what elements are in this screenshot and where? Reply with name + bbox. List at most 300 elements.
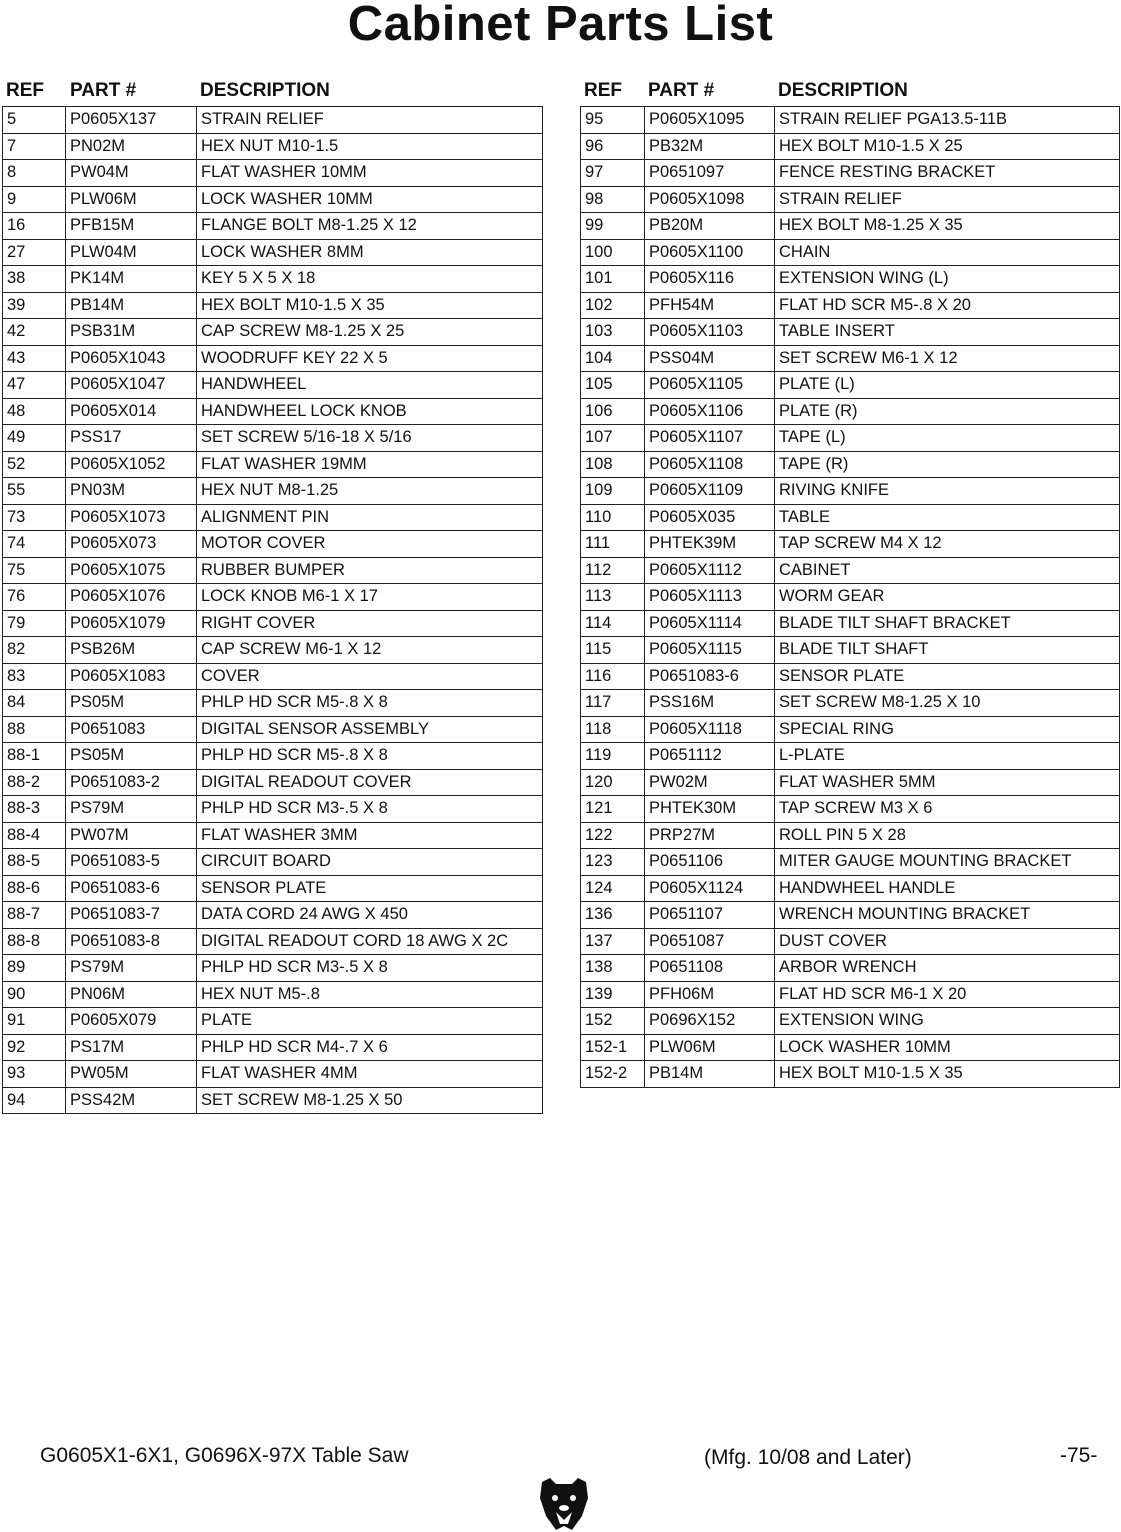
table-row bbox=[3, 690, 542, 717]
col-part-header: PART # bbox=[70, 80, 137, 101]
table-row bbox=[3, 717, 542, 744]
table-row bbox=[3, 266, 542, 293]
table-row bbox=[3, 1035, 542, 1062]
part-number-cell: PRP27M bbox=[645, 823, 775, 849]
description-cell: FLANGE BOLT M8-1.25 X 12 bbox=[201, 216, 417, 234]
part-number-cell: P0605X1073 bbox=[66, 505, 197, 531]
description-cell: HANDWHEEL bbox=[201, 375, 307, 393]
ref-cell: 88-2 bbox=[3, 770, 66, 796]
part-number-cell: PSS16M bbox=[645, 690, 775, 716]
description-cell: CAP SCREW M8-1.25 X 25 bbox=[201, 322, 405, 340]
ref-cell: 95 bbox=[581, 107, 645, 133]
ref-cell: 105 bbox=[581, 372, 645, 398]
ref-cell: 122 bbox=[581, 823, 645, 849]
description-cell: HEX NUT M10-1.5 bbox=[201, 136, 339, 155]
table-row bbox=[581, 849, 1119, 876]
part-number-cell: PW04M bbox=[66, 160, 197, 186]
footer-mfg: (Mfg. 10/08 and Later) bbox=[704, 1446, 912, 1469]
description-cell: TAP SCREW M3 X 6 bbox=[779, 799, 933, 817]
table-row bbox=[581, 134, 1119, 161]
part-number-cell: PFH06M bbox=[645, 982, 775, 1008]
ref-cell: 83 bbox=[3, 664, 66, 690]
ref-cell: 82 bbox=[3, 637, 66, 663]
table-row bbox=[581, 346, 1119, 373]
table-row bbox=[3, 160, 542, 187]
table-row bbox=[581, 796, 1119, 823]
ref-cell: 89 bbox=[3, 955, 66, 981]
ref-cell: 88-6 bbox=[3, 876, 66, 902]
part-number-cell: PB20M bbox=[645, 213, 775, 239]
ref-cell: 97 bbox=[581, 160, 645, 186]
ref-cell: 7 bbox=[3, 134, 66, 160]
ref-cell: 109 bbox=[581, 478, 645, 504]
ref-cell: 5 bbox=[3, 107, 66, 133]
ref-cell: 76 bbox=[3, 584, 66, 610]
part-number-cell: PB32M bbox=[645, 134, 775, 160]
part-number-cell: P0605X014 bbox=[66, 399, 197, 425]
part-number-cell: P0605X1095 bbox=[645, 107, 775, 133]
table-row bbox=[3, 240, 542, 267]
part-number-cell: PFH54M bbox=[645, 293, 775, 319]
table-row bbox=[3, 107, 542, 134]
description-cell: SET SCREW M6-1 X 12 bbox=[779, 348, 958, 367]
description-cell: KEY 5 X 5 X 18 bbox=[201, 269, 316, 287]
description-cell: SENSOR PLATE bbox=[779, 666, 905, 685]
part-number-cell: P0651083 bbox=[66, 717, 197, 743]
description-cell: ROLL PIN 5 X 28 bbox=[779, 825, 906, 844]
table-row bbox=[3, 399, 542, 426]
table-row bbox=[581, 213, 1119, 240]
ref-cell: 137 bbox=[581, 929, 645, 955]
description-cell: MITER GAUGE MOUNTING BRACKET bbox=[779, 852, 1072, 870]
part-number-cell: P0605X1079 bbox=[66, 611, 197, 637]
description-cell: PHLP HD SCR M4-.7 X 6 bbox=[201, 1037, 388, 1056]
ref-cell: 92 bbox=[3, 1035, 66, 1061]
part-number-cell: PN06M bbox=[66, 982, 197, 1008]
table-row bbox=[3, 134, 542, 161]
table-row bbox=[581, 187, 1119, 214]
table-row bbox=[581, 637, 1119, 664]
part-number-cell: P0605X137 bbox=[66, 107, 197, 133]
ref-cell: 38 bbox=[3, 266, 66, 292]
description-cell: DIGITAL SENSOR ASSEMBLY bbox=[201, 719, 430, 738]
description-cell: RIGHT COVER bbox=[201, 613, 316, 632]
description-cell: PHLP HD SCR M5-.8 X 8 bbox=[201, 693, 388, 711]
part-number-cell: P0605X1052 bbox=[66, 452, 197, 478]
ref-cell: 114 bbox=[581, 611, 645, 637]
part-number-cell: P0605X1109 bbox=[645, 478, 775, 504]
part-number-cell: PSB26M bbox=[66, 637, 197, 663]
table-row bbox=[581, 531, 1119, 558]
description-cell: BLADE TILT SHAFT BRACKET bbox=[779, 613, 1011, 632]
table-row bbox=[3, 1061, 542, 1088]
table-row bbox=[3, 319, 542, 346]
ref-cell: 8 bbox=[3, 160, 66, 186]
ref-cell: 74 bbox=[3, 531, 66, 557]
table-row bbox=[3, 1008, 542, 1035]
part-number-cell: P0605X116 bbox=[645, 266, 775, 292]
part-number-cell: P0605X1112 bbox=[645, 558, 775, 584]
ref-cell: 108 bbox=[581, 452, 645, 478]
table-row bbox=[3, 849, 542, 876]
description-cell: PHLP HD SCR M3-.5 X 8 bbox=[201, 958, 388, 976]
table-row bbox=[3, 743, 542, 770]
footer-model: G0605X1-6X1, G0696X-97X Table Saw bbox=[40, 1444, 409, 1467]
part-number-cell: P0651097 bbox=[645, 160, 775, 186]
part-number-cell: PS17M bbox=[66, 1035, 197, 1061]
part-number-cell: P0605X073 bbox=[66, 531, 197, 557]
part-number-cell: PB14M bbox=[645, 1061, 775, 1087]
table-row bbox=[3, 531, 542, 558]
description-cell: TAPE (R) bbox=[779, 454, 849, 473]
ref-cell: 88-1 bbox=[3, 743, 66, 769]
table-row bbox=[581, 982, 1119, 1009]
description-cell: HEX BOLT M10-1.5 X 35 bbox=[201, 295, 385, 314]
ref-cell: 84 bbox=[3, 690, 66, 716]
description-cell: WRENCH MOUNTING BRACKET bbox=[779, 905, 1031, 923]
part-number-cell: P0605X1115 bbox=[645, 637, 775, 663]
ref-cell: 43 bbox=[3, 346, 66, 372]
table-row bbox=[581, 505, 1119, 532]
ref-cell: 75 bbox=[3, 558, 66, 584]
description-cell: BLADE TILT SHAFT bbox=[779, 640, 929, 658]
part-number-cell: P0651083-7 bbox=[66, 902, 197, 928]
table-row bbox=[3, 637, 542, 664]
description-cell: PLATE bbox=[201, 1011, 253, 1029]
table-row bbox=[581, 876, 1119, 903]
ref-cell: 110 bbox=[581, 505, 645, 531]
table-row bbox=[581, 319, 1119, 346]
ref-cell: 94 bbox=[3, 1088, 66, 1114]
table-header bbox=[580, 76, 1120, 106]
description-cell: EXTENSION WING bbox=[779, 1011, 924, 1029]
part-number-cell: PW07M bbox=[66, 823, 197, 849]
part-number-cell: P0605X1047 bbox=[66, 372, 197, 398]
part-number-cell: PW02M bbox=[645, 770, 775, 796]
ref-cell: 115 bbox=[581, 637, 645, 663]
part-number-cell: P0696X152 bbox=[645, 1008, 775, 1034]
table-row bbox=[581, 425, 1119, 452]
description-cell: PLATE (R) bbox=[779, 401, 858, 420]
table-row bbox=[3, 902, 542, 929]
description-cell: SET SCREW M8-1.25 X 10 bbox=[779, 693, 981, 711]
ref-cell: 39 bbox=[3, 293, 66, 319]
table-row bbox=[581, 452, 1119, 479]
table-row bbox=[3, 478, 542, 505]
description-cell: SET SCREW M8-1.25 X 50 bbox=[201, 1090, 403, 1109]
ref-cell: 88 bbox=[3, 717, 66, 743]
ref-cell: 101 bbox=[581, 266, 645, 292]
part-number-cell: P0605X1113 bbox=[645, 584, 775, 610]
description-cell: HEX BOLT M10-1.5 X 35 bbox=[779, 1064, 963, 1082]
description-cell: FLAT WASHER 4MM bbox=[201, 1064, 358, 1082]
description-cell: STRAIN RELIEF PGA13.5-11B bbox=[779, 110, 1008, 128]
description-cell: STRAIN RELIEF bbox=[201, 110, 324, 128]
table-row bbox=[3, 372, 542, 399]
table-row bbox=[3, 611, 542, 638]
table-row bbox=[581, 823, 1119, 850]
ref-cell: 52 bbox=[3, 452, 66, 478]
description-cell: HEX NUT M5-.8 bbox=[201, 984, 320, 1003]
part-number-cell: P0651108 bbox=[645, 955, 775, 981]
ref-cell: 117 bbox=[581, 690, 645, 716]
ref-cell: 93 bbox=[3, 1061, 66, 1087]
part-number-cell: P0605X1103 bbox=[645, 319, 775, 345]
col-desc-header: DESCRIPTION bbox=[778, 80, 908, 101]
description-cell: HEX BOLT M8-1.25 X 35 bbox=[779, 216, 963, 234]
part-number-cell: P0605X1107 bbox=[645, 425, 775, 451]
table-header bbox=[2, 76, 543, 106]
description-cell: L-PLATE bbox=[779, 746, 845, 764]
part-number-cell: PK14M bbox=[66, 266, 197, 292]
parts-table-right bbox=[580, 76, 1120, 1088]
part-number-cell: P0651106 bbox=[645, 849, 775, 875]
col-ref-header: REF bbox=[6, 80, 44, 101]
table-row bbox=[581, 717, 1119, 744]
ref-cell: 120 bbox=[581, 770, 645, 796]
ref-cell: 88-7 bbox=[3, 902, 66, 928]
part-number-cell: PLW06M bbox=[66, 187, 197, 213]
ref-cell: 88-3 bbox=[3, 796, 66, 822]
part-number-cell: P0605X1076 bbox=[66, 584, 197, 610]
table-row bbox=[581, 955, 1119, 982]
description-cell: TAP SCREW M4 X 12 bbox=[779, 534, 942, 552]
part-number-cell: P0605X1105 bbox=[645, 372, 775, 398]
part-number-cell: P0605X079 bbox=[66, 1008, 197, 1034]
ref-cell: 88-4 bbox=[3, 823, 66, 849]
ref-cell: 104 bbox=[581, 346, 645, 372]
description-cell: HANDWHEEL HANDLE bbox=[779, 878, 956, 897]
part-number-cell: P0651083-5 bbox=[66, 849, 197, 875]
ref-cell: 88-8 bbox=[3, 929, 66, 955]
part-number-cell: PSB31M bbox=[66, 319, 197, 345]
table-row bbox=[3, 929, 542, 956]
parts-table-left bbox=[2, 76, 543, 1114]
ref-cell: 103 bbox=[581, 319, 645, 345]
part-number-cell: P0605X035 bbox=[645, 505, 775, 531]
ref-cell: 152-2 bbox=[581, 1061, 645, 1087]
description-cell: PHLP HD SCR M3-.5 X 8 bbox=[201, 799, 388, 817]
description-cell: HEX NUT M8-1.25 bbox=[201, 481, 339, 499]
table-row bbox=[3, 187, 542, 214]
table-row bbox=[581, 1035, 1119, 1062]
table-row bbox=[581, 584, 1119, 611]
ref-cell: 113 bbox=[581, 584, 645, 610]
description-cell: MOTOR COVER bbox=[201, 534, 326, 552]
description-cell: EXTENSION WING (L) bbox=[779, 269, 949, 287]
part-number-cell: PN03M bbox=[66, 478, 197, 504]
description-cell: LOCK WASHER 10MM bbox=[201, 189, 373, 208]
description-cell: PLATE (L) bbox=[779, 375, 855, 393]
part-number-cell: PSS04M bbox=[645, 346, 775, 372]
table-row bbox=[3, 770, 542, 797]
table-row bbox=[3, 452, 542, 479]
description-cell: SENSOR PLATE bbox=[201, 878, 327, 897]
description-cell: CAP SCREW M6-1 X 12 bbox=[201, 640, 382, 658]
table-row bbox=[581, 743, 1119, 770]
description-cell: LOCK KNOB M6-1 X 17 bbox=[201, 587, 378, 605]
part-number-cell: PHTEK39M bbox=[645, 531, 775, 557]
table-row bbox=[581, 107, 1119, 134]
description-cell: FLAT WASHER 3MM bbox=[201, 825, 358, 844]
table-row bbox=[581, 372, 1119, 399]
ref-cell: 49 bbox=[3, 425, 66, 451]
description-cell: CHAIN bbox=[779, 242, 831, 261]
table-row bbox=[3, 293, 542, 320]
table-row bbox=[3, 1088, 542, 1115]
part-number-cell: P0605X1083 bbox=[66, 664, 197, 690]
table-row bbox=[3, 346, 542, 373]
table-row bbox=[581, 240, 1119, 267]
table-row bbox=[581, 1061, 1119, 1088]
part-number-cell: P0605X1043 bbox=[66, 346, 197, 372]
ref-cell: 152-1 bbox=[581, 1035, 645, 1061]
part-number-cell: PFB15M bbox=[66, 213, 197, 239]
part-number-cell: P0651083-2 bbox=[66, 770, 197, 796]
ref-cell: 48 bbox=[3, 399, 66, 425]
bear-head-icon bbox=[538, 1476, 590, 1532]
description-cell: DUST COVER bbox=[779, 931, 887, 950]
ref-cell: 16 bbox=[3, 213, 66, 239]
ref-cell: 55 bbox=[3, 478, 66, 504]
description-cell: FLAT WASHER 5MM bbox=[779, 772, 936, 791]
page-title: Cabinet Parts List bbox=[347, 0, 774, 51]
part-number-cell: PS05M bbox=[66, 743, 197, 769]
part-number-cell: P0605X1118 bbox=[645, 717, 775, 743]
description-cell: DIGITAL READOUT COVER bbox=[201, 772, 412, 791]
description-cell: FENCE RESTING BRACKET bbox=[779, 163, 996, 181]
table-row bbox=[581, 902, 1119, 929]
ref-cell: 100 bbox=[581, 240, 645, 266]
ref-cell: 91 bbox=[3, 1008, 66, 1034]
part-number-cell: PSS42M bbox=[66, 1088, 197, 1114]
part-number-cell: PHTEK30M bbox=[645, 796, 775, 822]
description-cell: FLAT WASHER 10MM bbox=[201, 163, 367, 181]
table-row bbox=[3, 955, 542, 982]
ref-cell: 27 bbox=[3, 240, 66, 266]
table-row bbox=[3, 796, 542, 823]
table-row bbox=[581, 293, 1119, 320]
col-ref-header: REF bbox=[584, 80, 622, 101]
part-number-cell: P0651087 bbox=[645, 929, 775, 955]
ref-cell: 136 bbox=[581, 902, 645, 928]
part-number-cell: P0651083-6 bbox=[66, 876, 197, 902]
part-number-cell: P0651107 bbox=[645, 902, 775, 928]
ref-cell: 106 bbox=[581, 399, 645, 425]
ref-cell: 121 bbox=[581, 796, 645, 822]
ref-cell: 90 bbox=[3, 982, 66, 1008]
ref-cell: 111 bbox=[581, 531, 645, 557]
ref-cell: 116 bbox=[581, 664, 645, 690]
description-cell: WORM GEAR bbox=[779, 587, 885, 605]
ref-cell: 152 bbox=[581, 1008, 645, 1034]
ref-cell: 73 bbox=[3, 505, 66, 531]
description-cell: RUBBER BUMPER bbox=[201, 560, 345, 579]
part-number-cell: P0605X1075 bbox=[66, 558, 197, 584]
ref-cell: 112 bbox=[581, 558, 645, 584]
part-number-cell: PN02M bbox=[66, 134, 197, 160]
part-number-cell: P0651083-6 bbox=[645, 664, 775, 690]
table-row bbox=[581, 558, 1119, 585]
description-cell: CABINET bbox=[779, 560, 851, 579]
description-cell: DATA CORD 24 AWG X 450 bbox=[201, 905, 408, 923]
description-cell: SPECIAL RING bbox=[779, 719, 894, 738]
ref-cell: 96 bbox=[581, 134, 645, 160]
part-number-cell: P0605X1124 bbox=[645, 876, 775, 902]
part-number-cell: PW05M bbox=[66, 1061, 197, 1087]
description-cell: RIVING KNIFE bbox=[779, 481, 890, 499]
description-cell: FLAT HD SCR M6-1 X 20 bbox=[779, 984, 967, 1003]
description-cell: HEX BOLT M10-1.5 X 25 bbox=[779, 136, 963, 155]
col-part-header: PART # bbox=[648, 80, 715, 101]
table-body bbox=[580, 106, 1120, 1088]
table-row bbox=[581, 929, 1119, 956]
description-cell: ARBOR WRENCH bbox=[779, 958, 917, 976]
ref-cell: 124 bbox=[581, 876, 645, 902]
part-number-cell: PLW04M bbox=[66, 240, 197, 266]
description-cell: SET SCREW 5/16-18 X 5/16 bbox=[201, 428, 412, 446]
table-row bbox=[3, 213, 542, 240]
part-number-cell: PS05M bbox=[66, 690, 197, 716]
table-row bbox=[581, 611, 1119, 638]
table-row bbox=[581, 664, 1119, 691]
part-number-cell: PSS17 bbox=[66, 425, 197, 451]
ref-cell: 123 bbox=[581, 849, 645, 875]
part-number-cell: P0605X1114 bbox=[645, 611, 775, 637]
part-number-cell: P0651083-8 bbox=[66, 929, 197, 955]
table-row bbox=[3, 664, 542, 691]
part-number-cell: PS79M bbox=[66, 955, 197, 981]
part-number-cell: P0651112 bbox=[645, 743, 775, 769]
table-row bbox=[581, 1008, 1119, 1035]
description-cell: COVER bbox=[201, 666, 260, 685]
table-row bbox=[3, 982, 542, 1009]
description-cell: ALIGNMENT PIN bbox=[201, 507, 330, 526]
table-row bbox=[3, 876, 542, 903]
part-number-cell: PLW06M bbox=[645, 1035, 775, 1061]
description-cell: STRAIN RELIEF bbox=[779, 189, 902, 208]
table-body bbox=[2, 106, 543, 1114]
ref-cell: 139 bbox=[581, 982, 645, 1008]
description-cell: LOCK WASHER 10MM bbox=[779, 1037, 951, 1056]
ref-cell: 79 bbox=[3, 611, 66, 637]
ref-cell: 42 bbox=[3, 319, 66, 345]
page-number: -75- bbox=[1060, 1444, 1098, 1467]
ref-cell: 9 bbox=[3, 187, 66, 213]
part-number-cell: PB14M bbox=[66, 293, 197, 319]
table-row bbox=[581, 399, 1119, 426]
part-number-cell: P0605X1106 bbox=[645, 399, 775, 425]
col-desc-header: DESCRIPTION bbox=[200, 80, 330, 101]
table-row bbox=[3, 425, 542, 452]
description-cell: DIGITAL READOUT CORD 18 AWG X 2C bbox=[201, 931, 509, 950]
part-number-cell: P0605X1098 bbox=[645, 187, 775, 213]
description-cell: WOODRUFF KEY 22 X 5 bbox=[201, 348, 388, 367]
table-row bbox=[581, 160, 1119, 187]
part-number-cell: P0605X1108 bbox=[645, 452, 775, 478]
ref-cell: 102 bbox=[581, 293, 645, 319]
ref-cell: 98 bbox=[581, 187, 645, 213]
part-number-cell: PS79M bbox=[66, 796, 197, 822]
ref-cell: 138 bbox=[581, 955, 645, 981]
table-row bbox=[581, 266, 1119, 293]
description-cell: PHLP HD SCR M5-.8 X 8 bbox=[201, 746, 388, 764]
description-cell: CIRCUIT BOARD bbox=[201, 852, 331, 870]
ref-cell: 119 bbox=[581, 743, 645, 769]
table-row bbox=[581, 690, 1119, 717]
description-cell: FLAT WASHER 19MM bbox=[201, 454, 367, 473]
ref-cell: 118 bbox=[581, 717, 645, 743]
